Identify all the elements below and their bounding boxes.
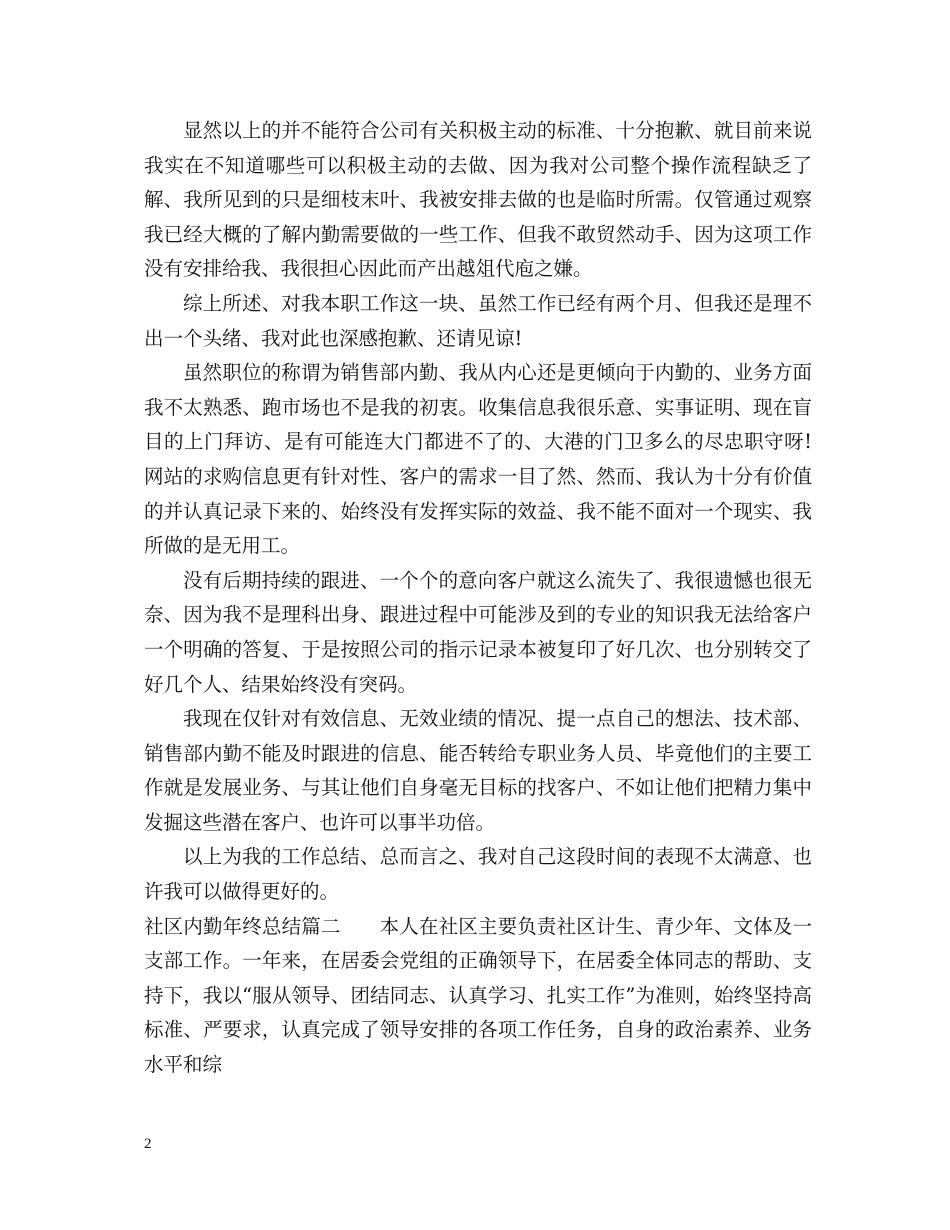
- paragraph: 没有后期持续的跟进、一个个的意向客户就这么流失了、我很遗憾也很无奈、因为我不是理科出身、跟进过程中可能涉及到的专业的知识我无法给客户一个明确的答复、于是按照公司的指示记录本被复印了好几次、也分别转交了好几个人、结果始终没有突码。: [144, 568, 812, 696]
- paragraph: 综上所述、对我本职工作这一块、虽然工作已经有两个月、但我还是理不出一个头绪、我对此也深感抱歉、还请见谅!: [144, 291, 812, 350]
- paragraph: 显然以上的并不能符合公司有关积极主动的标准、十分抱歉、就目前来说我实在不知道哪些可以积极主动的去做、因为我对公司整个操作流程缺乏了解、我所见到的只是细枝末叶、我被安排去做的也是临时所需。仅管通过观察我已经大概的了解内勤需要做的一些工作、但我不敢贸然动手、因为这项工作没有安排给我、我很担心因此而产出越俎代庖之嫌。: [144, 119, 812, 281]
- section-paragraph: [144, 910, 812, 1083]
- paragraph: 以上为我的工作总结、总而言之、我对自己这段时间的表现不太满意、也许我可以做得更好的。: [144, 845, 812, 904]
- paragraph: 虽然职位的称谓为销售部内勤、我从内心还是更倾向于内勤的、业务方面我不太熟悉、跑市场也不是我的初衷。收集信息我很乐意、实事证明、现在盲目的上门拜访、是有可能连大门都进不了的、大港的门卫多么的尽忠职守呀!网站的求购信息更有针对性、客户的需求一目了然、然而、我认为十分有价值的并认真记录下来的、始终没有发挥实际的效益、我不能不面对一个现实、我所做的是无用工。: [144, 361, 812, 558]
- paragraph: 我现在仅针对有效信息、无效业绩的情况、提一点自己的想法、技术部、销售部内勤不能及时跟进的信息、能否转给专职业务人员、毕竟他们的主要工作就是发展业务、与其让他们自身毫无目标的找客户、不如让他们把精力集中发掘这些潜在客户、也许可以事半功倍。: [144, 707, 812, 834]
- section-text: 本人在社区主要负责社区计生、青少年、文体及一支部工作。一年来，在居委会党组的正确领导下，在居委全体同志的帮助、支持下，我以“服从领导、团结同志、认真学习、扎实工作”为准则，始终坚持高标准、严要求，认真完成了领导安排的各项工作任务，自身的政治素养、业务水平和综: [144, 914, 812, 1077]
- document-body: [144, 114, 812, 1083]
- section-title: 社区内勤年终总结篇二: [144, 914, 341, 938]
- page-number: 2: [144, 1136, 152, 1152]
